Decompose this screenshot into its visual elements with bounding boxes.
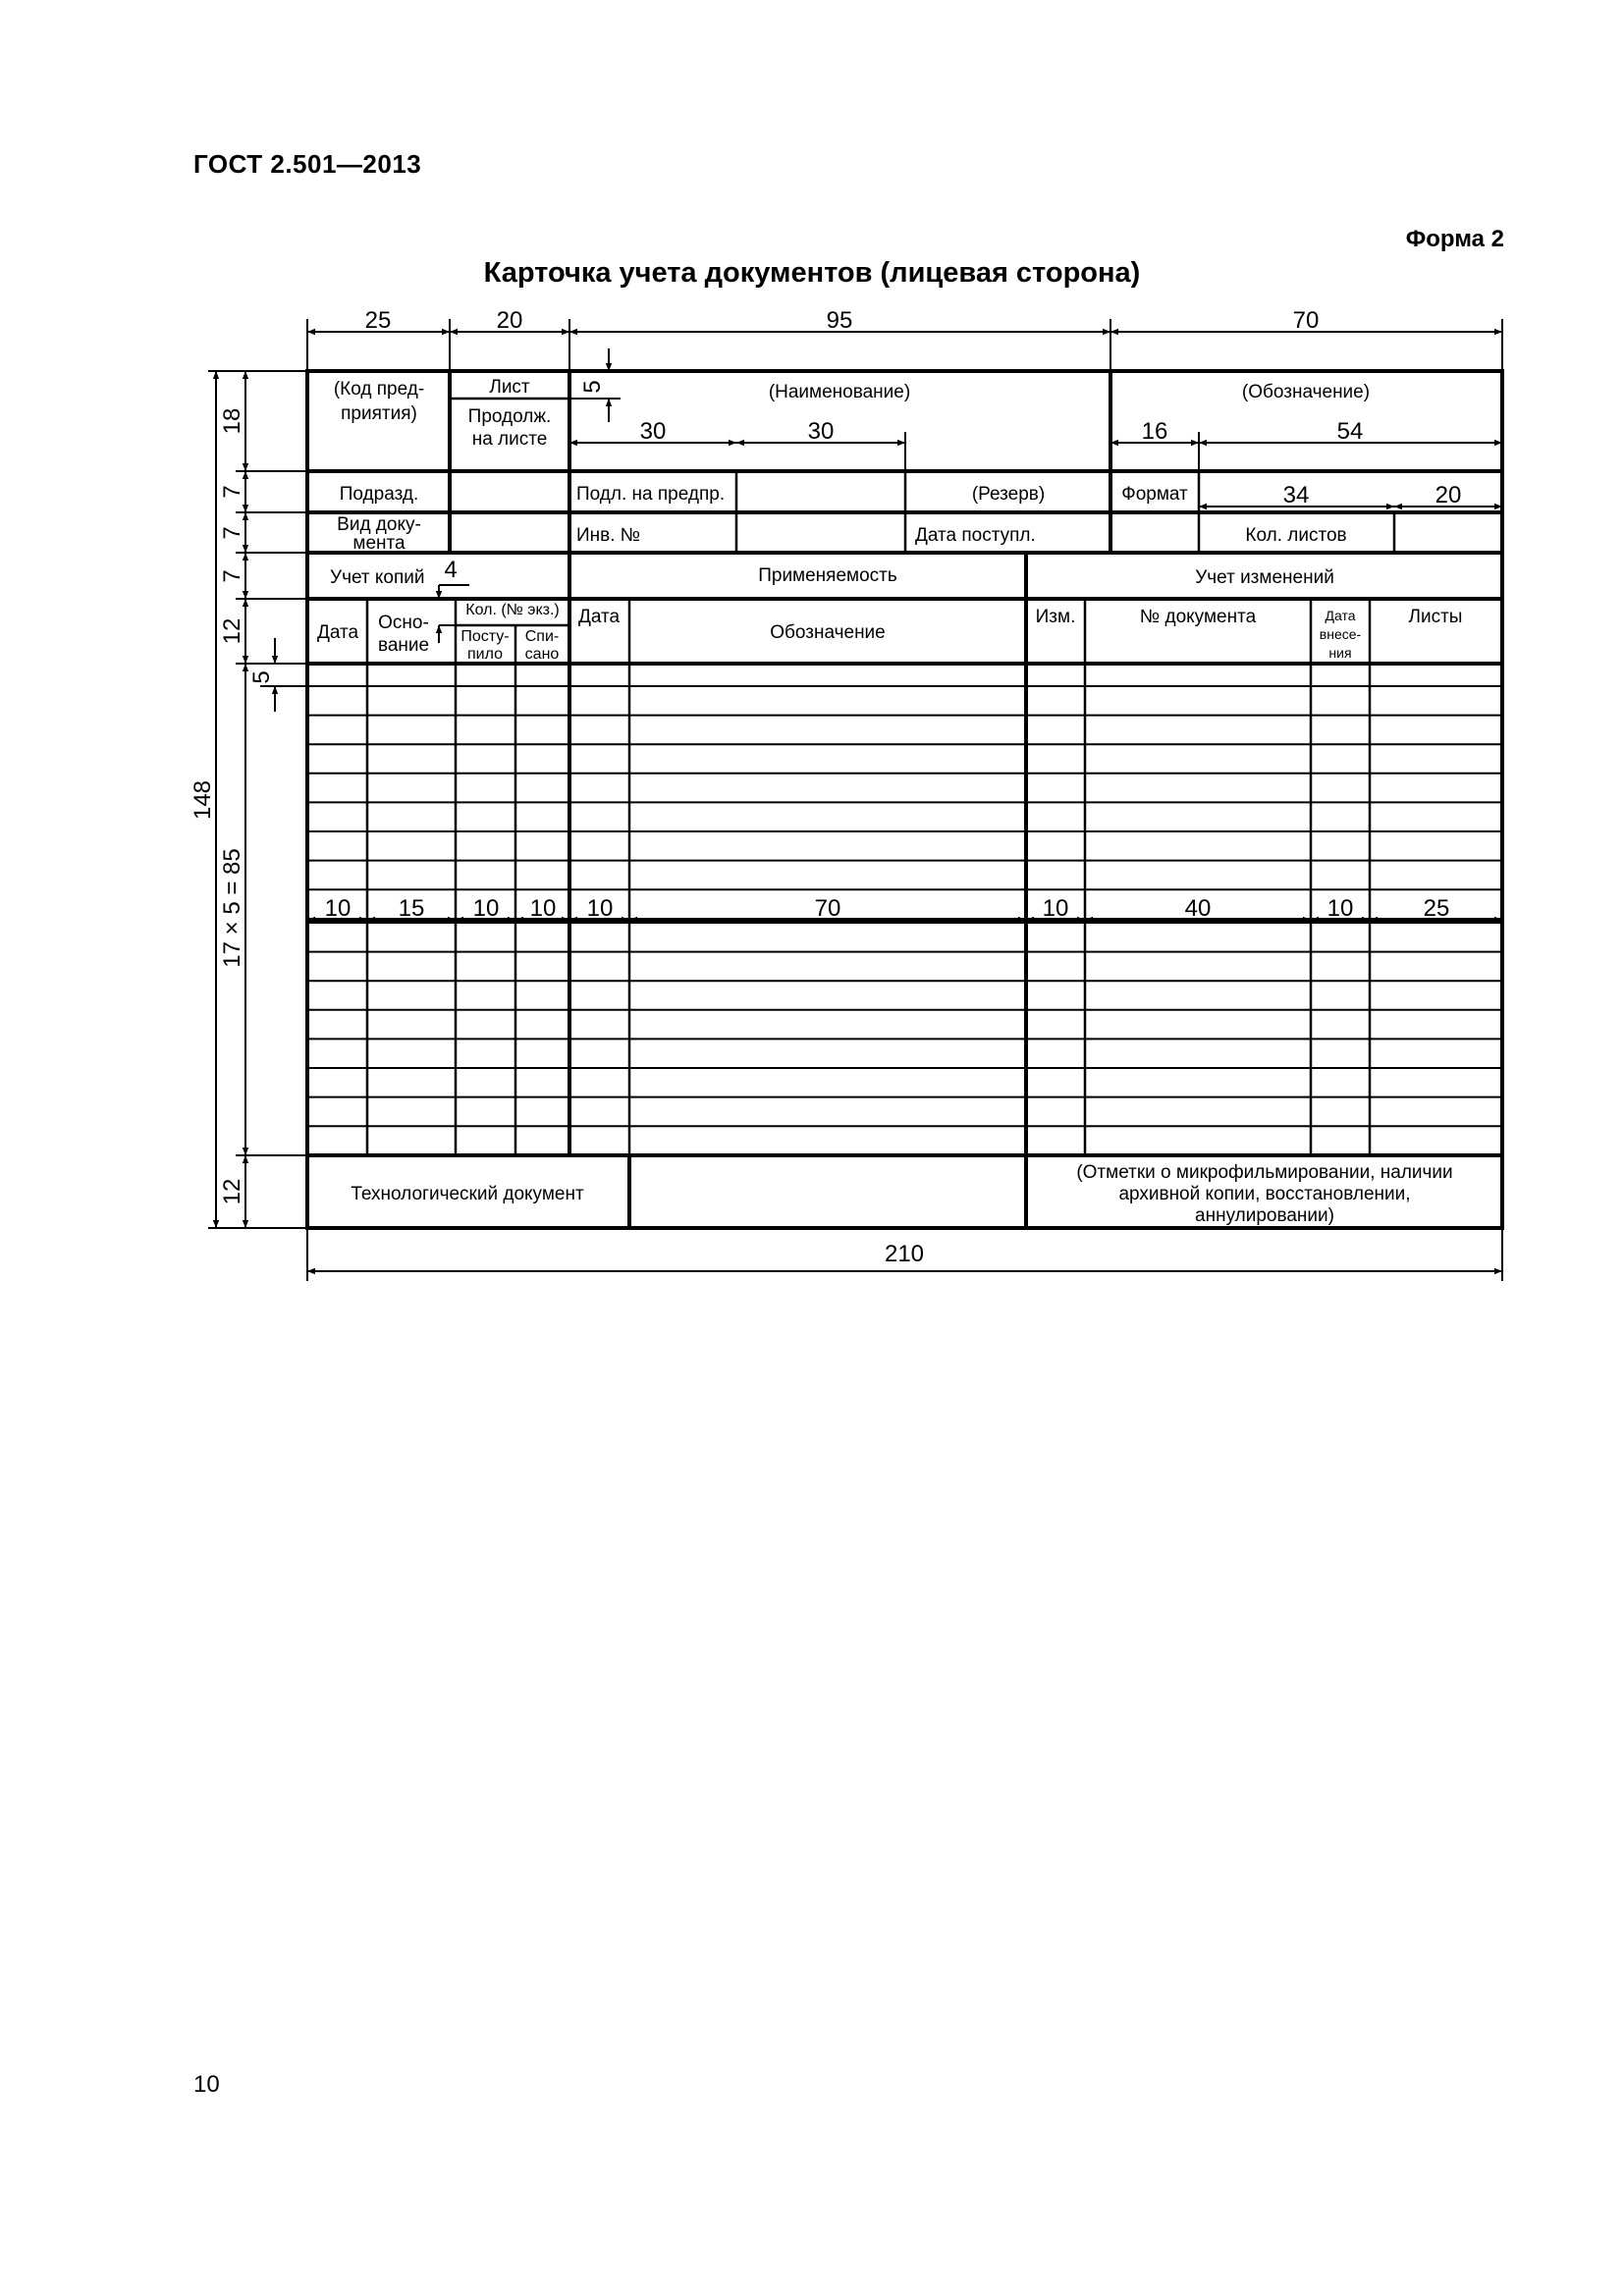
prodolzh-label-2: на листе — [471, 429, 548, 450]
list-label: Лист — [489, 377, 530, 398]
vid-label-1: Вид доку- — [337, 514, 421, 535]
col-data-vnes-1: Дата — [1325, 608, 1356, 623]
col-spisano-1: Спи- — [524, 628, 560, 645]
podrazd-label: Подразд. — [339, 484, 419, 505]
uchet-kopiy-label: Учет копий — [330, 567, 425, 588]
dim-column-width: 10 — [1042, 895, 1069, 922]
prodolzh-label-1: Продолж. — [467, 406, 552, 427]
dim-column-width: 70 — [814, 895, 841, 922]
dim-obozn-16: 16 — [1141, 418, 1168, 445]
primenyaemost-label: Применяемость — [758, 565, 897, 586]
col-listy-label: Листы — [1408, 607, 1463, 627]
dim-obozn-54: 54 — [1336, 418, 1364, 445]
dim-row-7a: 7 — [219, 485, 245, 499]
rezerv-label: (Резерв) — [971, 484, 1046, 505]
dim-column-width: 40 — [1184, 895, 1212, 922]
otmetki-label-1: (Отметки о микрофильмировании, наличии — [1076, 1162, 1453, 1183]
dim-format-34: 34 — [1282, 482, 1310, 508]
col-data-vnes-2: внесе- — [1319, 626, 1362, 642]
dim-column-width: 10 — [1326, 895, 1354, 922]
dim-format-20: 20 — [1435, 482, 1462, 508]
dim-row-7b: 7 — [219, 526, 245, 540]
dim-total-148: 148 — [189, 779, 216, 821]
dim-row-12b: 12 — [219, 1178, 245, 1205]
otmetki-label-2: архивной копии, восстановлении, — [1118, 1184, 1411, 1204]
dim-column-width: 25 — [1423, 895, 1450, 922]
dim-top-25: 25 — [364, 307, 392, 334]
page-number: 10 — [193, 2071, 220, 2098]
col-data-vnes-3: ния — [1328, 645, 1352, 661]
dim-row-5: 5 — [248, 670, 275, 684]
data-post-label: Дата поступл. — [915, 525, 1036, 546]
dim-total-210: 210 — [884, 1241, 925, 1267]
document-standard-header: ГОСТ 2.501—2013 — [193, 149, 422, 179]
col-izm-label: Изм. — [1035, 607, 1076, 627]
kod-label-1: (Код пред- — [333, 379, 425, 400]
col-kol-ekz-label: Кол. (№ экз.) — [465, 602, 560, 618]
dim-row-12a: 12 — [219, 617, 245, 645]
tech-doc-label: Технологический документ — [351, 1184, 584, 1204]
inv-label: Инв. № — [576, 525, 641, 546]
col-spisano-2: сано — [524, 646, 560, 663]
dim-row-18: 18 — [219, 407, 245, 435]
col-osnovanie-2: вание — [377, 635, 430, 656]
dim-column-width: 10 — [586, 895, 614, 922]
col-oboznachenie-label: Обозначение — [770, 622, 886, 643]
uchet-izm-label: Учет изменений — [1195, 567, 1334, 588]
kod-label-2: приятия) — [341, 403, 417, 424]
col-postupilo-2: пило — [466, 646, 504, 663]
col-osnovanie-1: Осно- — [378, 613, 429, 633]
vid-label-2: мента — [352, 533, 406, 554]
dim-small-5: 5 — [579, 380, 606, 394]
oboznachenie-label: (Обозначение) — [1241, 382, 1371, 402]
otmetki-label-3: аннулировании) — [1195, 1205, 1334, 1226]
col-postupilo-1: Посту- — [460, 628, 510, 645]
dim-column-width: 10 — [472, 895, 500, 922]
dim-copy-4: 4 — [444, 557, 458, 583]
dimension-lines — [208, 319, 1502, 1281]
dim-top-20: 20 — [496, 307, 523, 334]
format-label: Формат — [1121, 484, 1188, 505]
dim-column-width: 15 — [398, 895, 425, 922]
dim-top-70: 70 — [1292, 307, 1320, 334]
podl-label: Подл. на предпр. — [576, 484, 726, 505]
kol-listov-label: Кол. листов — [1245, 525, 1347, 546]
dim-column-width: 10 — [529, 895, 557, 922]
form-label: Форма 2 — [1405, 226, 1504, 252]
page-title: Карточка учета документов (лицевая сторона) — [483, 257, 1141, 289]
dim-naim-30b: 30 — [807, 418, 835, 445]
dim-row-7c: 7 — [219, 569, 245, 583]
dim-rows-85: 17 × 5 = 85 — [219, 848, 245, 968]
col-nomer-dok-label: № документа — [1139, 607, 1257, 627]
column-dimensions — [325, 895, 1450, 922]
naimenovanie-label: (Наименование) — [768, 382, 911, 402]
dim-top-95: 95 — [826, 307, 853, 334]
col-data-label: Дата — [316, 622, 359, 643]
dim-naim-30a: 30 — [639, 418, 667, 445]
col-data2-label: Дата — [577, 607, 621, 627]
dim-column-width: 10 — [324, 895, 352, 922]
